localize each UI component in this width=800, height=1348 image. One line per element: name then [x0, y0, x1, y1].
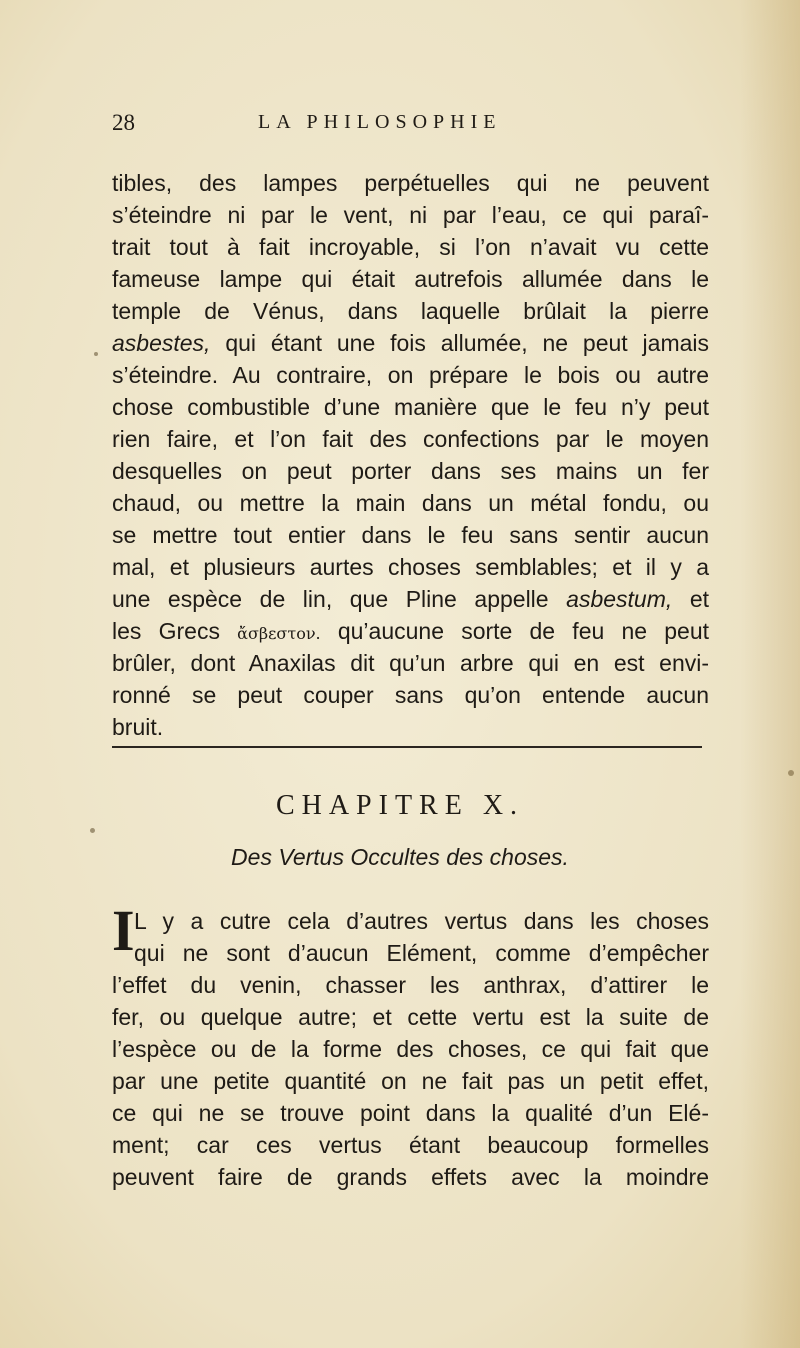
- chapter-title: CHAPITRE X.: [275, 790, 525, 821]
- text-line: s’éteindre ni par le vent, ni par l’eau, ce qui paraî-: [112, 202, 709, 228]
- text-line: l’effet du venin, chasser les anthrax, d’attirer le: [112, 972, 709, 998]
- text-line: [112, 328, 709, 359]
- page-number: 28: [112, 110, 135, 135]
- text-line: temple de Vénus, dans laquelle brûlait la pierre: [112, 298, 709, 324]
- text-line: l’espèce ou de la forme des choses, ce qui fait que: [112, 1036, 709, 1062]
- text-line: s’éteindre. Au contraire, on prépare le bois ou autre: [112, 362, 709, 388]
- text-fragment: qui étant une fois allumée, ne peut jamais: [225, 330, 710, 356]
- paper-speck: [788, 770, 794, 776]
- text-line: [112, 616, 709, 649]
- text-fragment: une espèce de lin, que Pline appelle: [112, 586, 549, 612]
- text-line: L y a cutre cela d’autres vertus dans les choses: [134, 908, 709, 934]
- text-line: ment; car ces vertus étant beaucoup formelles: [112, 1132, 709, 1158]
- text-line: ronné se peut couper sans qu’on entende aucun: [112, 682, 709, 708]
- drop-cap: I: [112, 898, 135, 963]
- text-line-last: bruit.: [112, 714, 164, 740]
- page-header: [112, 110, 712, 140]
- text-fragment: les Grecs: [112, 618, 220, 644]
- text-fragment: qu’aucune sorte de feu ne peut: [337, 618, 710, 644]
- running-title: LA PHILOSOPHIE: [258, 111, 502, 133]
- text-line: rien faire, et l’on fait des confections par le moyen: [112, 426, 709, 452]
- text-line: desquelles on peut porter dans ses mains un fer: [112, 458, 709, 484]
- text-line: fer, ou quelque autre; et cette vertu est la suite de: [112, 1004, 709, 1030]
- text-line: chose combustible d’une manière que le feu n’y peut: [112, 394, 709, 420]
- greek-word: ἄσβεστον.: [237, 624, 321, 643]
- text-line: brûler, dont Anaxilas dit qu’un arbre qui en est envi-: [112, 650, 709, 676]
- text-line: tibles, des lampes perpétuelles qui ne peuvent: [112, 170, 709, 196]
- text-line: trait tout à fait incroyable, si l’on n’avait vu cette: [112, 234, 709, 260]
- text-line: par une petite quantité on ne fait pas un petit effet,: [112, 1068, 709, 1094]
- chapter-subtitle: Des Vertus Occultes des choses.: [231, 844, 569, 870]
- text-line: se mettre tout entier dans le feu sans sentir aucun: [112, 522, 709, 548]
- text-line: chaud, ou mettre la main dans un métal fondu, ou: [112, 490, 709, 516]
- paper-speck: [90, 828, 95, 833]
- text-line: peuvent faire de grands effets avec la moindre: [112, 1164, 709, 1190]
- italic-word-asbestes: asbestes,: [112, 330, 211, 356]
- paper-speck: [94, 352, 98, 356]
- text-line: mal, et plusieurs aurtes choses semblables; et il y a: [112, 554, 709, 580]
- text-line: qui ne sont d’aucun Elément, comme d’empêcher: [134, 940, 709, 966]
- text-line: ce qui ne se trouve point dans la qualité d’un Elé-: [112, 1100, 709, 1126]
- text-line: fameuse lampe qui était autrefois allumée dans le: [112, 266, 709, 292]
- text-line: [112, 584, 709, 615]
- italic-word-asbestum: asbestum,: [566, 586, 673, 612]
- section-divider: [112, 746, 702, 748]
- text-fragment: et: [689, 586, 710, 612]
